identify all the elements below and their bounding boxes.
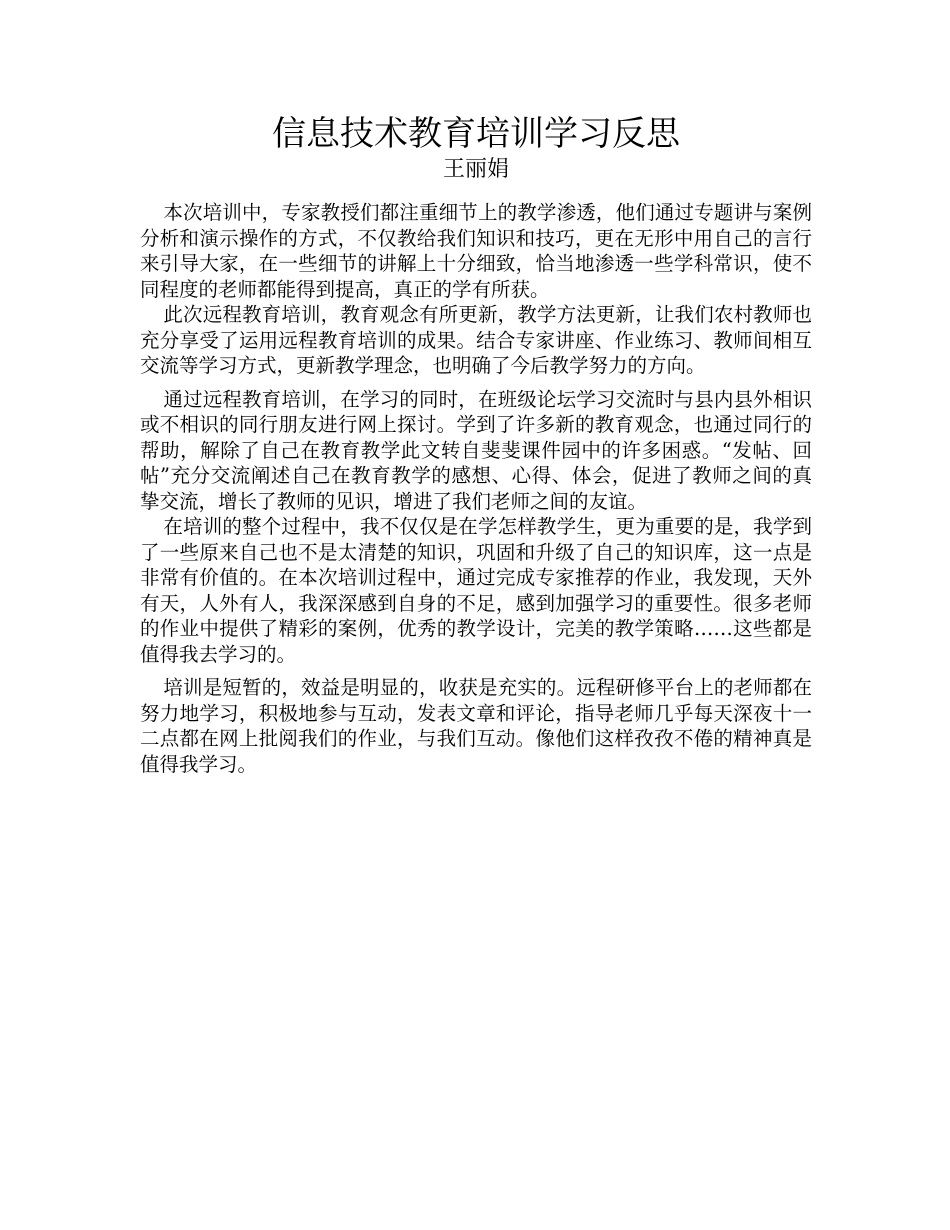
paragraph-2: 此次远程教育培训，教育观念有所更新，教学方法更新，让我们农村教师也充分享受了运用远程教育培训的成果。结合专家讲座、作业练习、教师间相互交流等学习方式，更新教学理念，也明确了今后教学努力的方向。 xyxy=(140,303,812,377)
document-title: 信息技术教育培训学习反思 xyxy=(272,114,680,154)
paragraph-4: 在培训的整个过程中，我不仅仅是在学怎样教学生，更为重要的是，我学到了一些原来自己也不是太清楚的知识，巩固和升级了自己的知识库，这一点是非常有价值的。在本次培训过程中，通过完成专家推荐的作业，我发现，天外有天，人外有人，我深深感到自身的不足，感到加强学习的重要性。很多老师的作业中提供了精彩的案例，优秀的教学设计，完美的教学策略……这些都是值得我去学习的。 xyxy=(140,515,812,666)
document-page xyxy=(140,112,812,777)
paragraph-5: 培训是短暂的，效益是明显的，收获是充实的。远程研修平台上的老师都在努力地学习，积极地参与互动，发表文章和评论，指导老师几乎每天深夜十一二点都在网上批阅我们的作业，与我们互动。像他们这样孜孜不倦的精神真是值得我学习。 xyxy=(140,676,812,776)
paragraph-1: 本次培训中，专家教授们都注重细节上的教学渗透，他们通过专题讲与案例分析和演示操作的方式，不仅教给我们知识和技巧，更在无形中用自己的言行来引导大家，在一些细节的讲解上十分细致，恰当地渗透一些学科常识，使不同程度的老师都能得到提高，真正的学有所获。 xyxy=(140,201,812,301)
paragraph-3: 通过远程教育培训，在学习的同时，在班级论坛学习交流时与县内县外相识或不相识的同行朋友进行网上探讨。学到了许多新的教育观念，也通过同行的帮助，解除了自己在教育教学此文转自斐斐课件园中的许多困惑。“发帖、回帖”充分交流阐述自己在教育教学的感想、心得、体会，促进了教师之间的真挚交流，增长了教师的见识，增进了我们老师之间的友谊。 xyxy=(140,387,812,513)
author-name: 王丽娟 xyxy=(442,157,509,182)
